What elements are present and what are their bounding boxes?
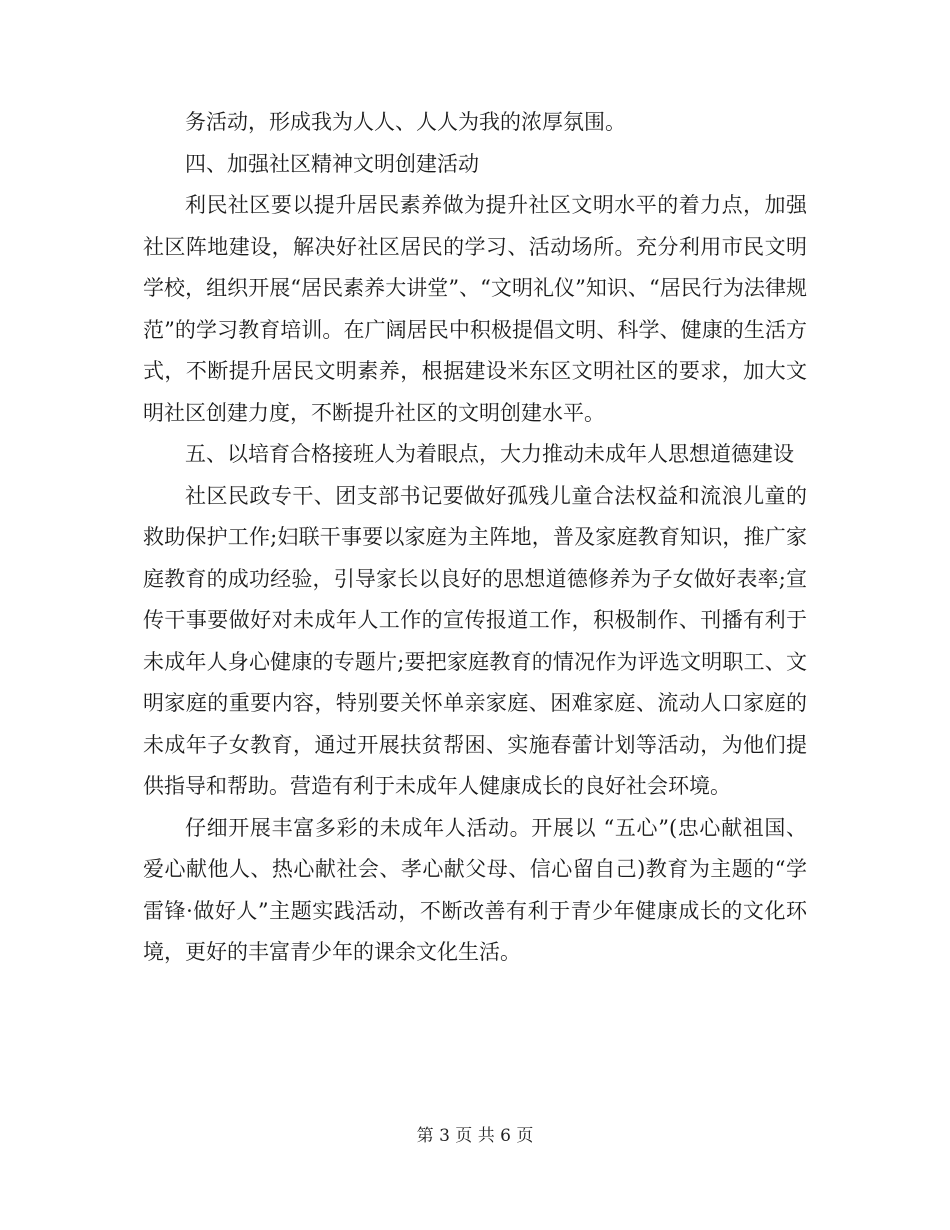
document-body xyxy=(143,102,807,974)
section-heading-4: 四、加强社区精神文明创建活动 xyxy=(185,151,479,176)
section-heading-5: 五、以培育合格接班人为着眼点，大力推动未成年人思想道德建设 xyxy=(185,442,794,466)
page-number-footer: 第 3 页 共 6 页 xyxy=(416,1126,534,1146)
paragraph-minor-activities: 仔细开展丰富多彩的未成年人活动。开展以 “五心”(忠心献祖国、爱心献他人、热心献社会、孝心献父母、信心留自己)教育为主题的“学雷锋·做好人”主题实践活动，不断改善有利于青少年健康成长的文化环境，更好的丰富青少年的课余文化生活。 xyxy=(143,815,807,964)
paragraph-continuation: 务活动，形成我为人人、人人为我的浓厚氛围。 xyxy=(185,110,626,134)
paragraph-minor-protection: 社区民政专干、团支部书记要做好孤残儿童合法权益和流浪儿童的救助保护工作;妇联干事要以家庭为主阵地，普及家庭教育知识，推广家庭教育的成功经验，引导家长以良好的思想道德修养为子女做好表率;宣传干事要做好对未成年人工作的宣传报道工作，积极制作、刊播有利于未成年人身心健康的专题片;要把家庭教育的情况作为评选文明职工、文明家庭的重要内容，特别要关怀单亲家庭、困难家庭、流动人口家庭的未成年子女教育，通过开展扶贫帮困、实施春蕾计划等活动，为他们提供指导和帮助。营造有利于未成年人健康成长的良好社会环境。 xyxy=(143,483,807,798)
paragraph-community-civilization: 利民社区要以提升居民素养做为提升社区文明水平的着力点，加强社区阵地建设，解决好社区居民的学习、活动场所。充分利用市民文明学校，组织开展“居民素养大讲堂”、“文明礼仪”知识、“居民行为法律规范”的学习教育培训。在广阔居民中积极提倡文明、科学、健康的生活方式，不断提升居民文明素养，根据建设米东区文明社区的要求，加大文明社区创建力度，不断提升社区的文明创建水平。 xyxy=(143,193,807,425)
